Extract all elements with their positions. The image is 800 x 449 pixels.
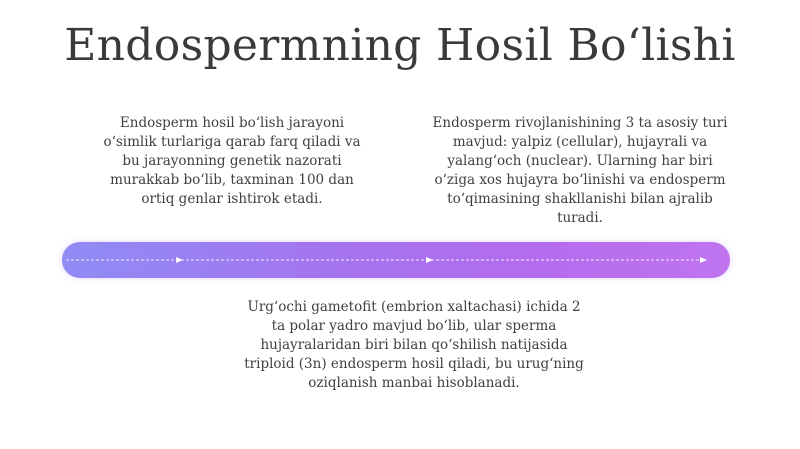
text-line: bu jarayonning genetik nazorati bbox=[122, 153, 342, 169]
page-title: Endospermning Hosil Boʻlishi bbox=[64, 20, 736, 71]
text-line: triploid (3n) endosperm hosil qiladi, bu urugʻning bbox=[244, 356, 584, 372]
arrow-right-icon bbox=[700, 257, 707, 263]
text-line: yalangʻoch (nuclear). Ularning har biri bbox=[447, 153, 713, 169]
text-line: ortiq genlar ishtirok etadi. bbox=[141, 191, 323, 207]
text-line: Urgʻochi gametofit (embrion xaltachasi) ichida 2 bbox=[247, 299, 581, 315]
timeline-bar bbox=[62, 242, 730, 278]
timeline-arrows bbox=[62, 242, 730, 278]
text-line: toʻqimasining shakllanishi bilan ajralib bbox=[447, 191, 713, 207]
text-line: oʻsimlik turlariga qarab farq qiladi va bbox=[103, 134, 361, 150]
text-block-right bbox=[412, 114, 748, 228]
text-line: hujayralaridan biri bilan qoʻshilish natijasida bbox=[260, 337, 568, 353]
text-block-bottom bbox=[228, 298, 600, 393]
text-line: turadi. bbox=[557, 210, 603, 226]
text-line: Endosperm rivojlanishining 3 ta asosiy turi bbox=[432, 115, 728, 131]
arrow-right-icon bbox=[176, 257, 183, 263]
text-line: ta polar yadro mavjud boʻlib, ular sperma bbox=[271, 318, 557, 334]
text-line: mavjud: yalpiz (cellular), hujayrali va bbox=[452, 134, 708, 150]
arrow-right-icon bbox=[426, 257, 433, 263]
text-line: oziqlanish manbai hisoblanadi. bbox=[308, 375, 520, 391]
text-line: Endosperm hosil boʻlish jarayoni bbox=[119, 115, 345, 131]
text-line: murakkab boʻlib, taxminan 100 dan bbox=[110, 172, 354, 188]
text-line: oʻziga xos hujayra boʻlinishi va endosperm bbox=[434, 172, 726, 188]
text-block-left bbox=[82, 114, 382, 209]
